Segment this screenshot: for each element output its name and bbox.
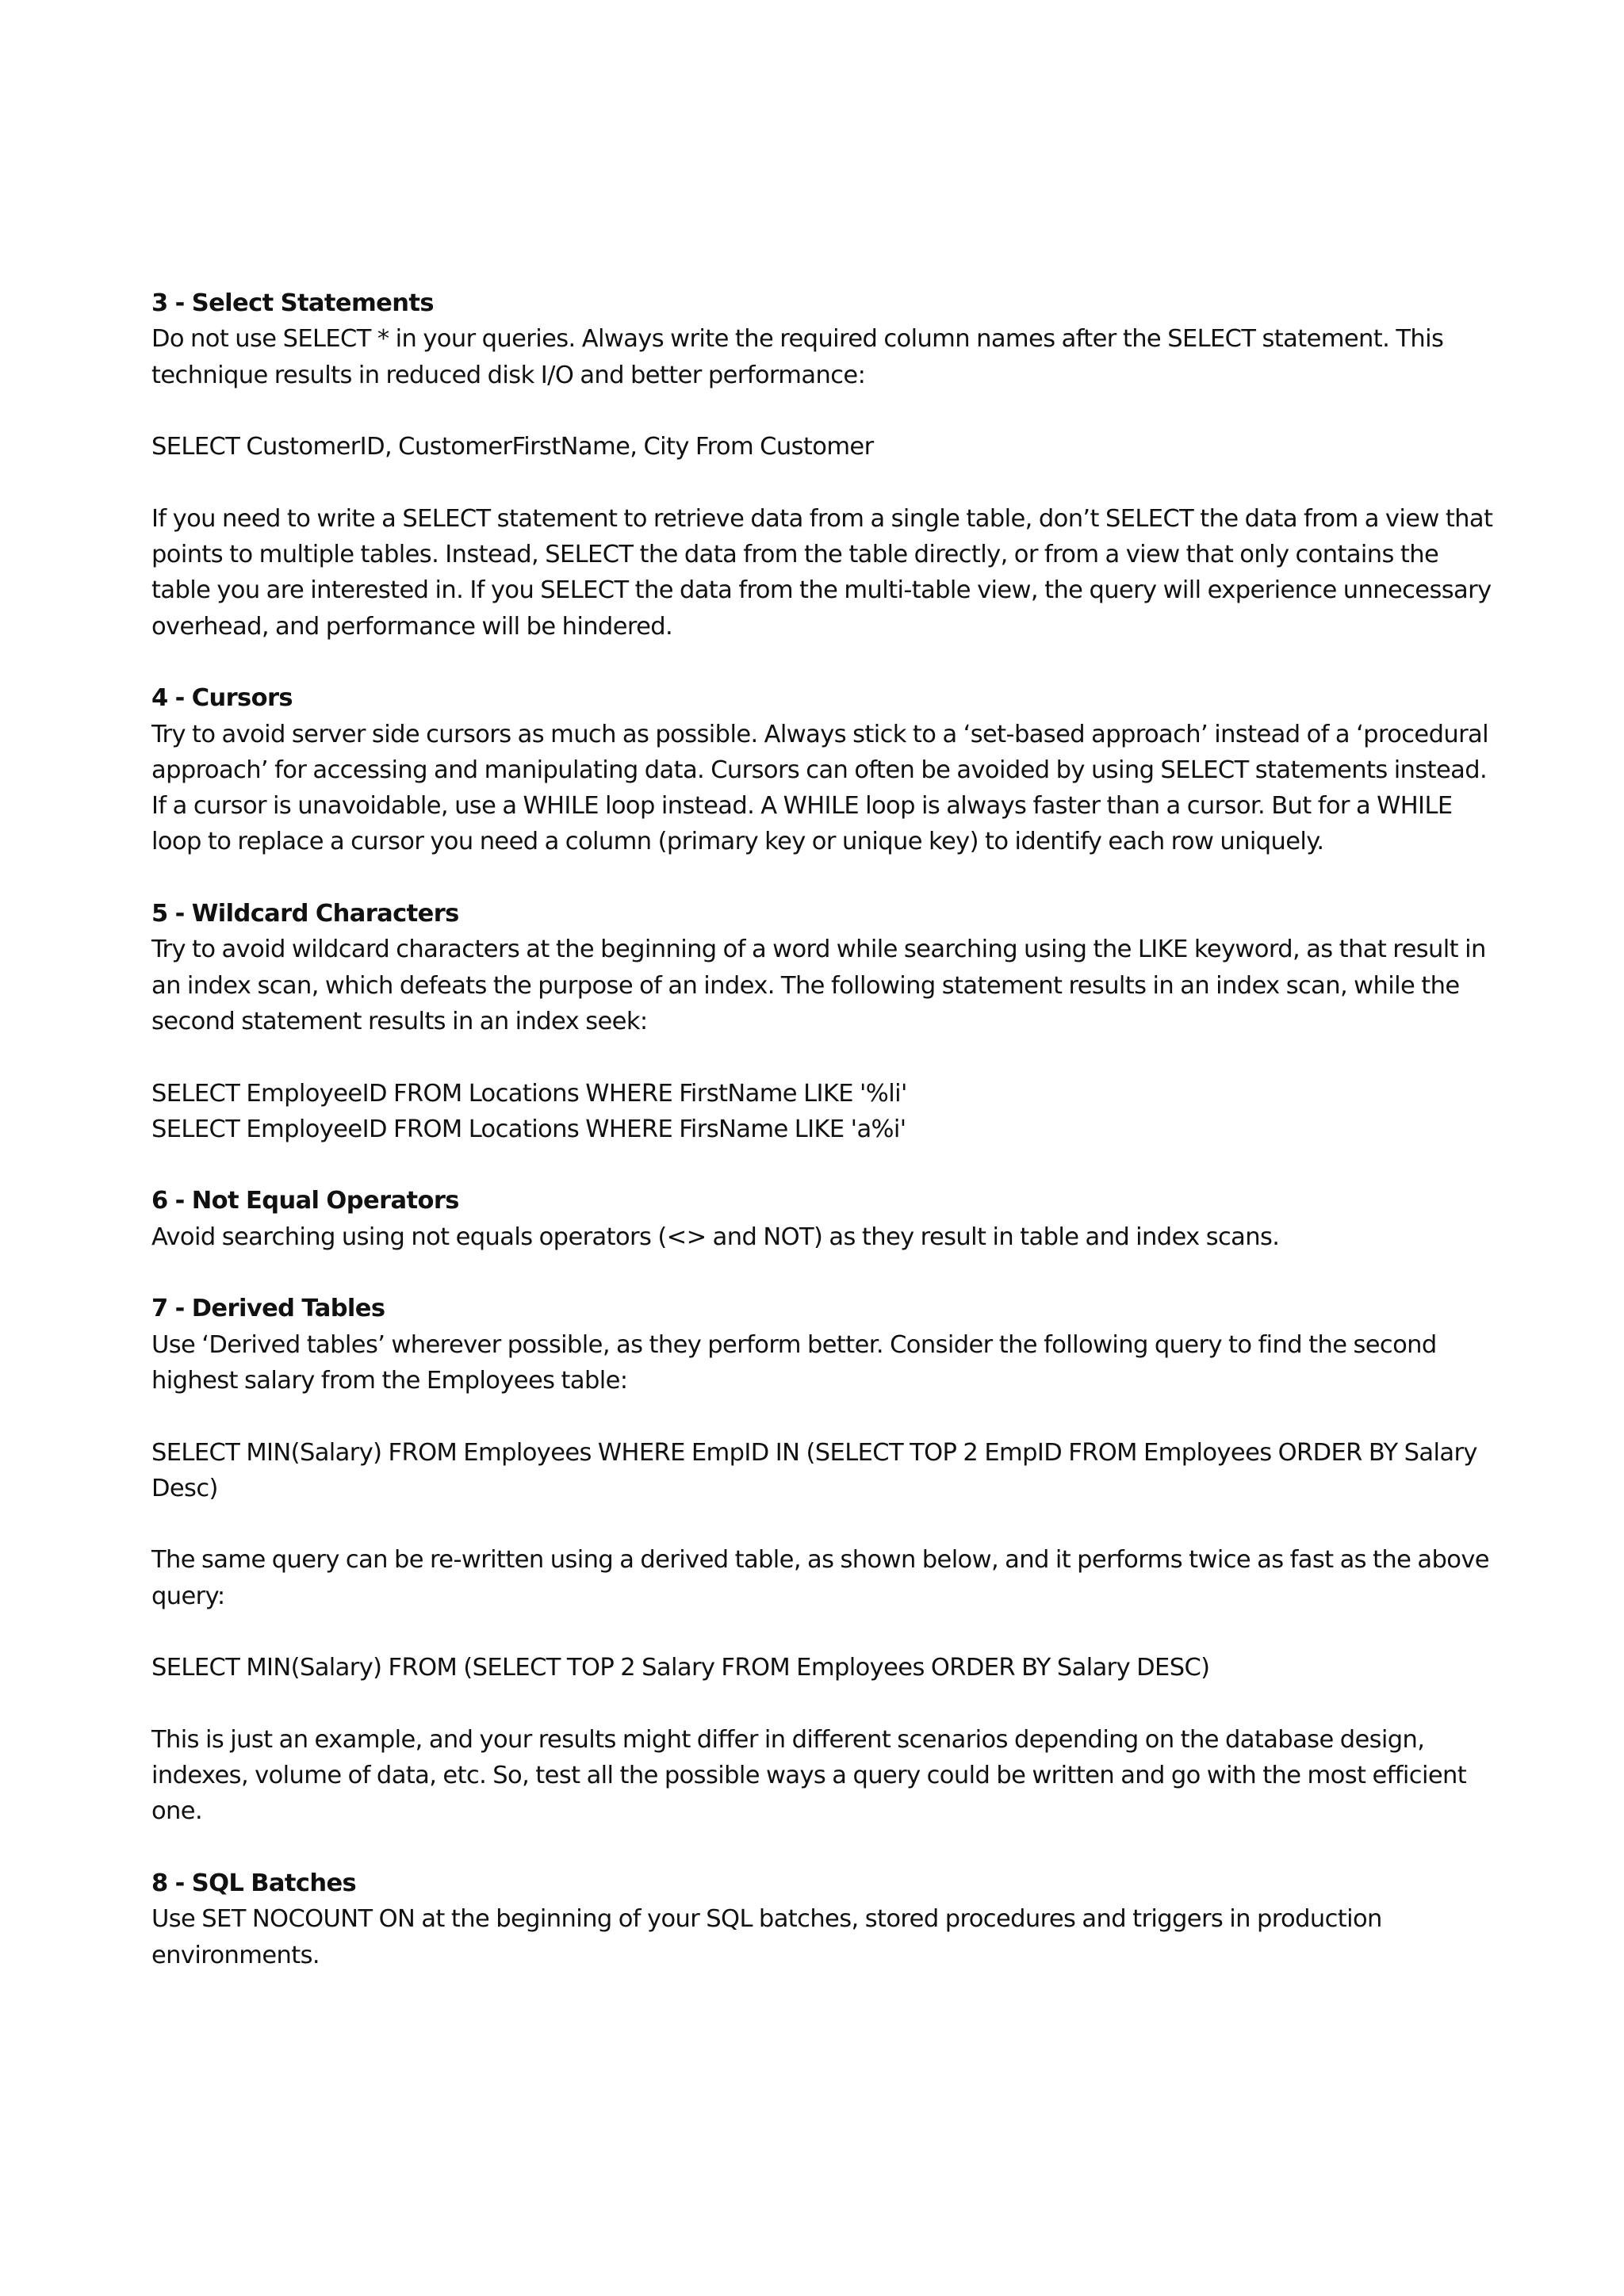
select-example-code: SELECT CustomerID, CustomerFirstName, City From Customer bbox=[151, 433, 874, 461]
spacer bbox=[151, 1686, 1500, 1722]
derived-closing-paragraph: This is just an example, and your results might differ in different scenarios depending on the database design, indexes, volume of data, etc. So, test all the possible ways a query could be written and go with the most efficient one. bbox=[151, 1725, 1467, 1826]
not-equal-paragraph: Avoid searching using not equals operators (<> and NOT) as they result in table and index scans. bbox=[151, 1223, 1280, 1251]
batches-paragraph: Use SET NOCOUNT ON at the beginning of your SQL batches, stored procedures and triggers in production environments. bbox=[151, 1905, 1382, 1969]
spacer bbox=[151, 1830, 1500, 1866]
cursors-paragraph-1: Try to avoid server side cursors as much as possible. Always stick to a ‘set-based approach’ instead of a ‘procedural approach’ for accessing and manipulating data. Cursors can often be avoided by using SELECT statements instead. bbox=[151, 720, 1488, 784]
section-heading-derived-tables: 7 - Derived Tables bbox=[151, 1295, 385, 1323]
select-note-paragraph: If you need to write a SELECT statement to retrieve data from a single table, don’t SELECT the data from a view that points to multiple tables. Instead, SELECT the data from the table directly, or from a view that only contains the table you are interested in. If you SELECT the data from the multi-table view, the query will experience unnecessary overhead, and performance will be hindered. bbox=[151, 504, 1493, 641]
wildcard-example-2-code: SELECT EmployeeID FROM Locations WHERE FirsName LIKE 'a%i' bbox=[151, 1115, 906, 1143]
wildcard-intro-paragraph: Try to avoid wildcard characters at the beginning of a word while searching using the LIKE keyword, as that result in an index scan, which defeats the purpose of an index. The following statement results in an index scan, while the second statement results in an index seek: bbox=[151, 936, 1486, 1035]
spacer bbox=[151, 1147, 1500, 1183]
section-heading-cursors: 4 - Cursors bbox=[151, 684, 293, 713]
cursors-paragraph-2: If a cursor is unavoidable, use a WHILE loop instead. A WHILE loop is always faster than a cursor. But for a WHILE loop to replace a cursor you need a column (primary key or unique key) to identify each row uniquely. bbox=[151, 792, 1453, 856]
section-heading-wildcard-characters: 5 - Wildcard Characters bbox=[151, 900, 459, 928]
spacer bbox=[151, 465, 1500, 500]
derived-intro-paragraph: Use ‘Derived tables’ wherever possible, as they perform better. Consider the following query to find the second highest salary from the Employees table: bbox=[151, 1330, 1437, 1395]
derived-example-2-code: SELECT MIN(Salary) FROM (SELECT TOP 2 Salary FROM Employees ORDER BY Salary DESC) bbox=[151, 1654, 1210, 1682]
section-heading-select-statements: 3 - Select Statements bbox=[151, 289, 434, 317]
spacer bbox=[151, 1614, 1500, 1650]
spacer bbox=[151, 1506, 1500, 1542]
section-heading-not-equal-operators: 6 - Not Equal Operators bbox=[151, 1187, 459, 1215]
spacer bbox=[151, 645, 1500, 680]
section-heading-sql-batches: 8 - SQL Batches bbox=[151, 1869, 357, 1898]
select-intro-paragraph: Do not use SELECT * in your queries. Always write the required column names after the SELECT statement. This technique results in reduced disk I/O and better performance: bbox=[151, 325, 1444, 389]
wildcard-example-1-code: SELECT EmployeeID FROM Locations WHERE FirstName LIKE '%li' bbox=[151, 1079, 907, 1108]
derived-example-1-code: SELECT MIN(Salary) FROM Employees WHERE EmpID IN (SELECT TOP 2 EmpID FROM Employees ORDER BY Salary Desc) bbox=[151, 1438, 1477, 1502]
spacer bbox=[151, 393, 1500, 429]
spacer bbox=[151, 1039, 1500, 1075]
derived-middle-paragraph: The same query can be re-written using a derived table, as shown below, and it performs twice as fast as the above query: bbox=[151, 1546, 1489, 1610]
spacer bbox=[151, 1399, 1500, 1434]
spacer bbox=[151, 860, 1500, 896]
document-body bbox=[151, 285, 1500, 1973]
spacer bbox=[151, 1255, 1500, 1291]
